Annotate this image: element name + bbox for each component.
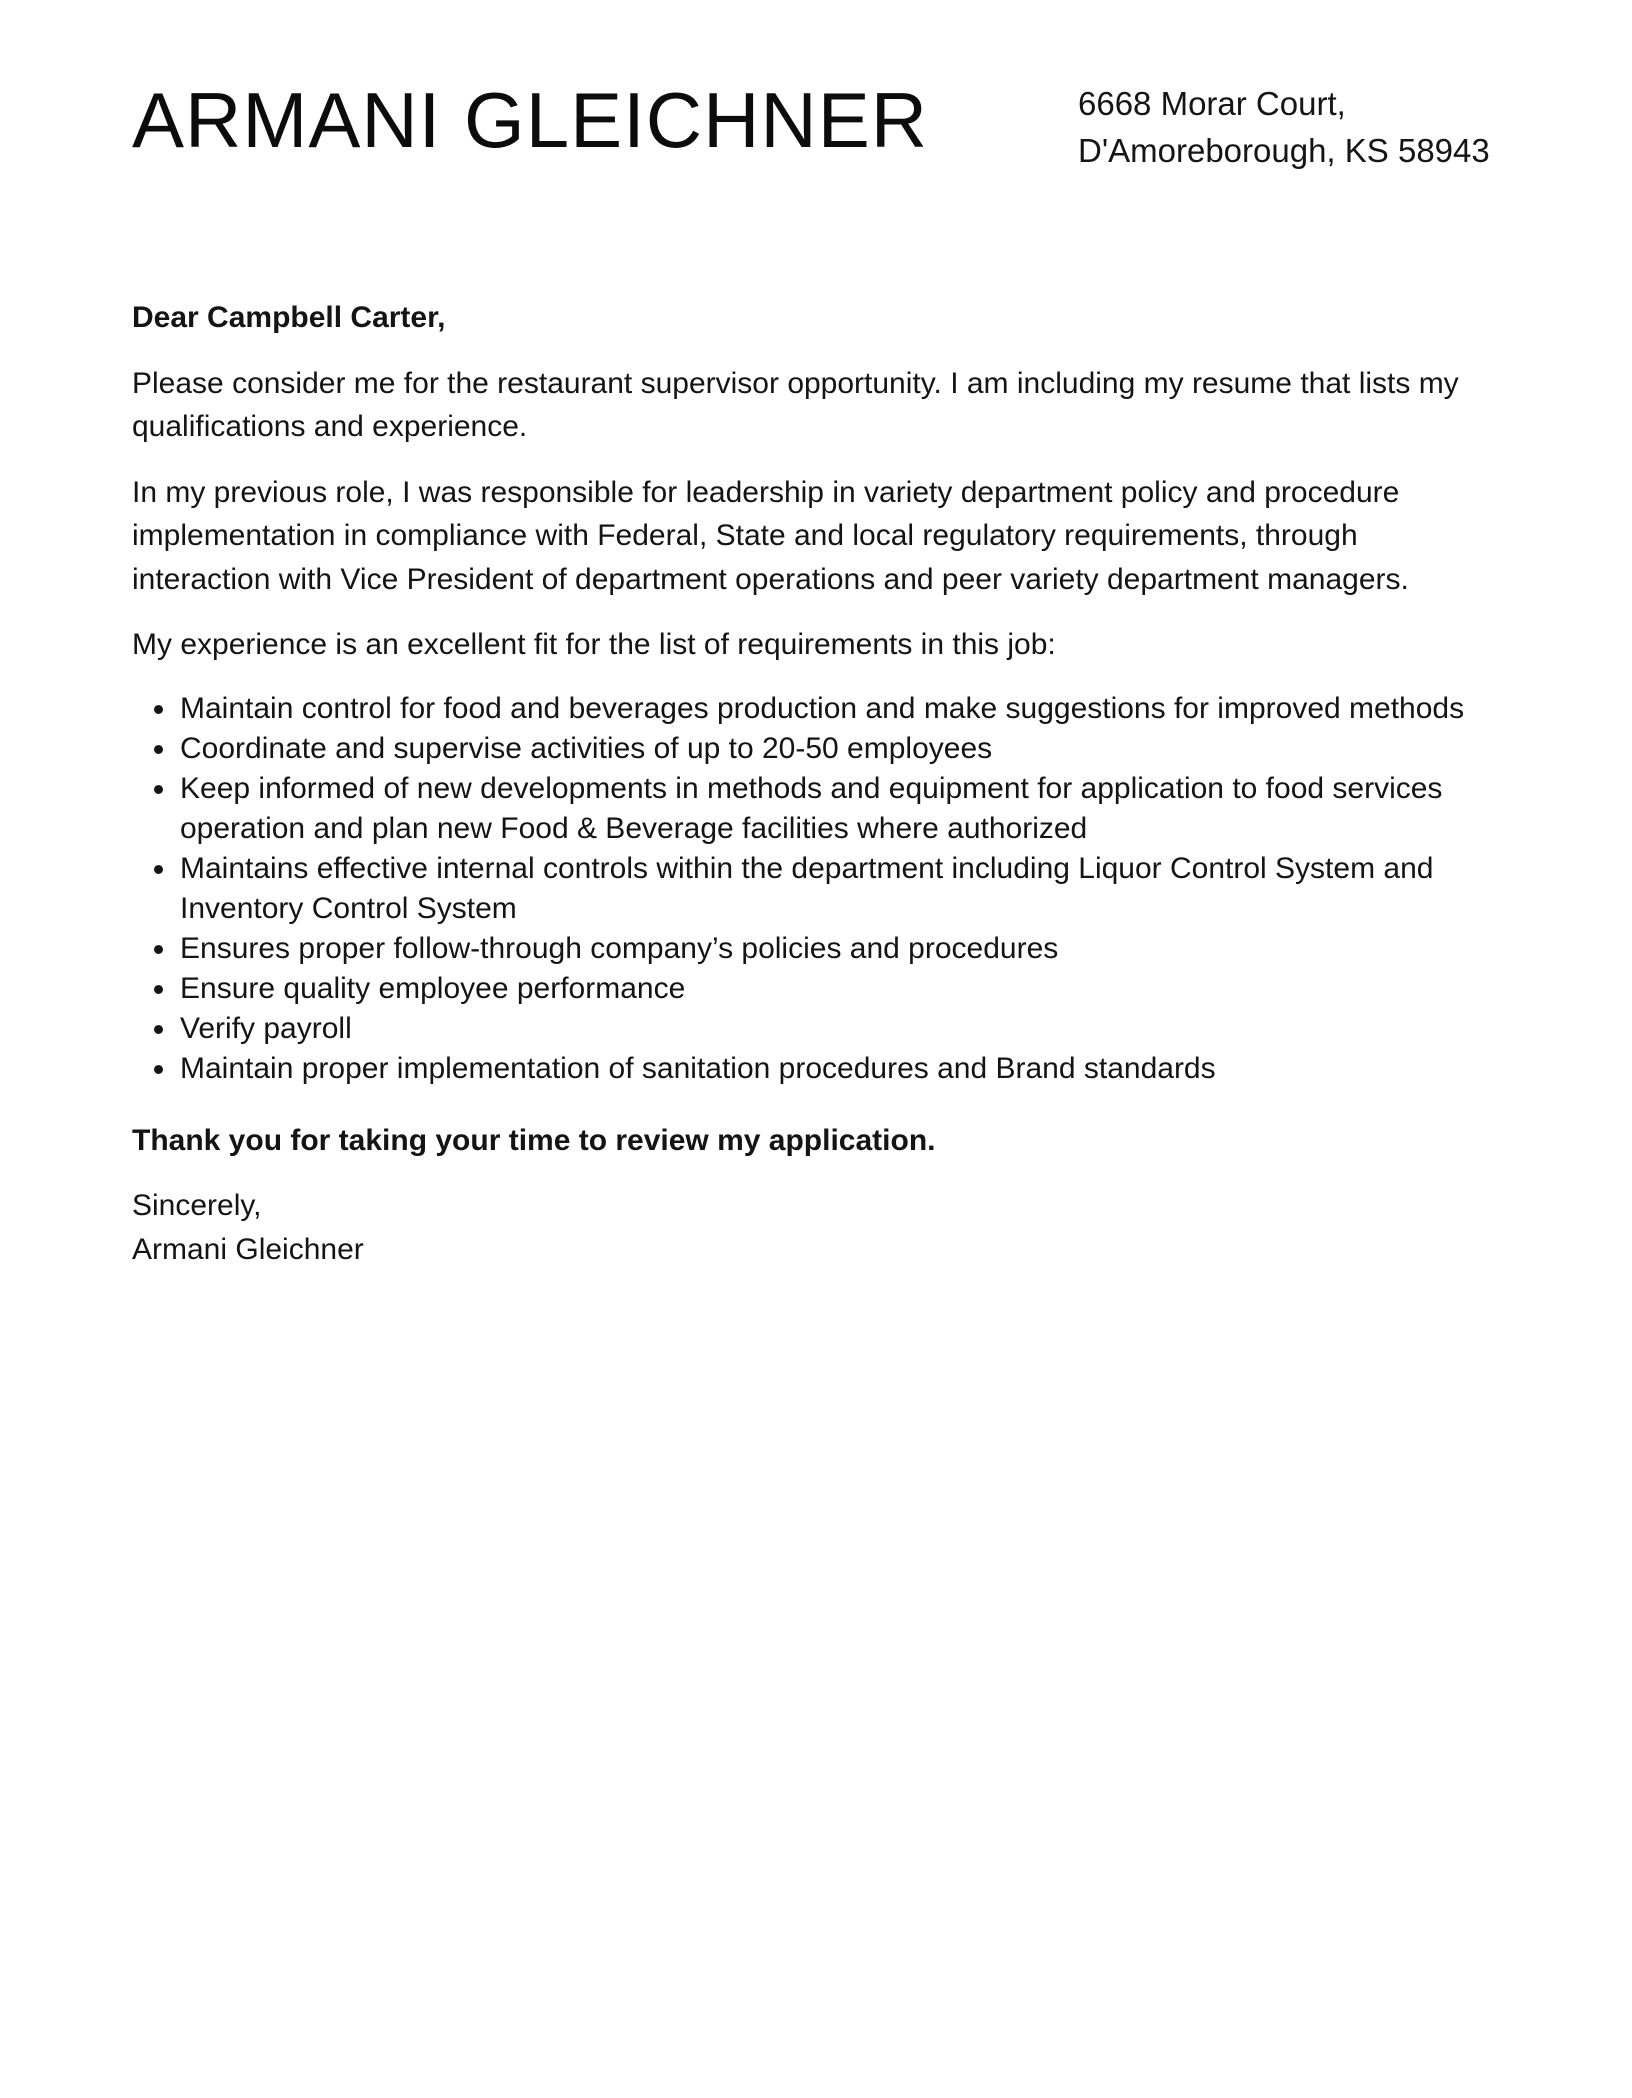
list-item: Ensure quality employee performance	[180, 969, 1502, 1009]
list-item: Keep informed of new developments in methods and equipment for application to food services operation and plan new Food & Beverage facilities where authorized	[180, 769, 1502, 849]
list-item: Maintain proper implementation of sanitation procedures and Brand standards	[180, 1049, 1502, 1089]
signoff: Sincerely,	[132, 1189, 262, 1222]
applicant-name: ARMANI GLEICHNER	[132, 76, 929, 164]
closing-line: Thank you for taking your time to review my application.	[132, 1123, 936, 1157]
address-line-1: 6668 Morar Court,	[1078, 85, 1346, 122]
experience-paragraph: In my previous role, I was responsible for leadership in variety department policy and procedure implementation in compliance with Federal, State and local regulatory requirements, through interaction with Vice President of department operations and peer variety department managers.	[132, 475, 1409, 596]
intro-paragraph: Please consider me for the restaurant supervisor opportunity. I am including my resume that lists my qualifications and experience.	[132, 366, 1459, 443]
list-item: Maintains effective internal controls within the department including Liquor Control System and Inventory Control System	[180, 849, 1502, 929]
address-line-2: D'Amoreborough, KS 58943	[1078, 132, 1490, 169]
salutation: Dear Campbell Carter,	[132, 301, 446, 334]
signoff-block	[132, 1184, 1502, 1271]
signature-name: Armani Gleichner	[132, 1232, 364, 1266]
list-item: Verify payroll	[180, 1009, 1502, 1049]
list-item: Maintain control for food and beverages production and make suggestions for improved methods	[180, 689, 1502, 729]
requirements-intro: My experience is an excellent fit for the list of requirements in this job:	[132, 628, 1056, 661]
list-item: Ensures proper follow-through company’s policies and procedures	[180, 929, 1502, 969]
requirements-list	[132, 689, 1502, 1089]
list-item: Coordinate and supervise activities of up to 20-50 employees	[180, 729, 1502, 769]
address-block	[1078, 80, 1490, 174]
letter-body	[132, 296, 1502, 1271]
